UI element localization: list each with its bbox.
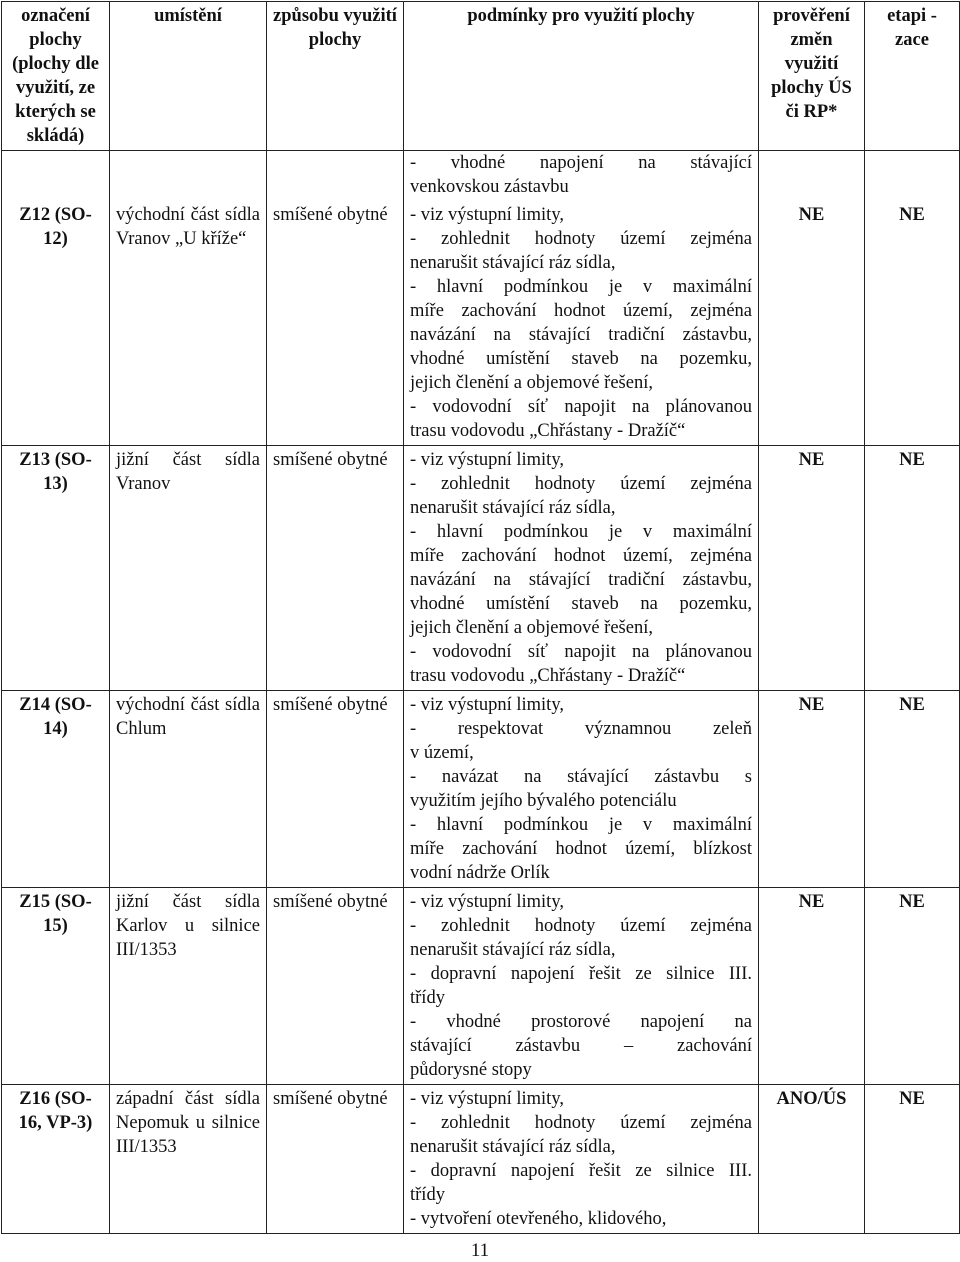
area-staging: NE <box>865 201 960 446</box>
area-conditions <box>404 446 759 691</box>
condition-line: - navázat na stávající zástavbu s <box>410 767 752 787</box>
intro-line: venkovskou zástavbu <box>410 177 569 197</box>
condition-line: - zohlednit hodnoty území zejména <box>410 916 752 936</box>
area-location: západní část sídla Nepomuk u silnice III/1353 <box>110 1085 267 1234</box>
condition-line: míře zachování hodnot území, zejména <box>410 301 752 321</box>
condition-line: - viz výstupní limity, <box>410 1089 564 1109</box>
area-location: východní část sídla Chlum <box>110 691 267 888</box>
area-id: Z12 (SO-12) <box>2 201 110 446</box>
condition-line: vhodné umístění staveb na pozemku, <box>410 349 752 369</box>
land-use-table <box>1 1 960 1234</box>
area-id: Z13 (SO-13) <box>2 446 110 691</box>
area-conditions <box>404 691 759 888</box>
page-number: 11 <box>470 1240 490 1261</box>
area-id: Z14 (SO-14) <box>2 691 110 888</box>
table-row <box>2 201 960 446</box>
area-study-check: NE <box>759 888 865 1085</box>
condition-line: - vytvoření otevřeného, klidového, <box>410 1209 667 1229</box>
area-study-check: NE <box>759 691 865 888</box>
header-area-id: označení plochy (plochy dle využití, ze kterých se skládá) <box>2 2 110 151</box>
condition-line: - viz výstupní limity, <box>410 695 564 715</box>
condition-line: třídy <box>410 988 445 1008</box>
header-staging: etapi - zace <box>865 2 960 151</box>
header-use-type: způsobu využití plochy <box>267 2 404 151</box>
area-study-check: NE <box>759 201 865 446</box>
area-use-type: smíšené obytné <box>267 691 404 888</box>
area-use-type: smíšené obytné <box>267 446 404 691</box>
intro-row <box>2 151 960 202</box>
area-conditions <box>404 1085 759 1234</box>
area-staging: NE <box>865 691 960 888</box>
condition-line: jejich členění a objemové řešení, <box>410 373 653 393</box>
condition-line: nenarušit stávající ráz sídla, <box>410 1137 616 1157</box>
table-body <box>2 151 960 1234</box>
condition-line: - vhodné prostorové napojení na <box>410 1012 752 1032</box>
condition-line: - dopravní napojení řešit ze silnice III. <box>410 1161 752 1181</box>
table-row <box>2 691 960 888</box>
condition-line: - zohlednit hodnoty území zejména <box>410 229 752 249</box>
condition-line: nenarušit stávající ráz sídla, <box>410 940 616 960</box>
condition-line: využitím jejího bývalého potenciálu <box>410 791 677 811</box>
table-row <box>2 1085 960 1234</box>
condition-line: - vodovodní síť napojit na plánovanou <box>410 642 752 662</box>
condition-line: navázání na stávající tradiční zástavbu, <box>410 570 752 590</box>
condition-line: nenarušit stávající ráz sídla, <box>410 498 616 518</box>
area-use-type: smíšené obytné <box>267 888 404 1085</box>
table-row <box>2 446 960 691</box>
area-study-check: NE <box>759 446 865 691</box>
area-staging: NE <box>865 888 960 1085</box>
table-row <box>2 888 960 1085</box>
header-location: umístění <box>110 2 267 151</box>
condition-line: - zohlednit hodnoty území zejména <box>410 1113 752 1133</box>
condition-line: - viz výstupní limity, <box>410 205 564 225</box>
area-location: jižní část sídla Vranov <box>110 446 267 691</box>
condition-line: míře zachování hodnot území, zejména <box>410 546 752 566</box>
condition-line: - viz výstupní limity, <box>410 450 564 470</box>
condition-line: půdorysné stopy <box>410 1060 532 1080</box>
area-conditions <box>404 201 759 446</box>
condition-line: nenarušit stávající ráz sídla, <box>410 253 616 273</box>
area-id: Z15 (SO-15) <box>2 888 110 1085</box>
area-staging: NE <box>865 1085 960 1234</box>
area-staging: NE <box>865 446 960 691</box>
area-location: východní část sídla Vranov „U kříže“ <box>110 201 267 446</box>
area-conditions <box>404 888 759 1085</box>
area-use-type: smíšené obytné <box>267 201 404 446</box>
condition-line: - respektovat významnou zeleň <box>410 719 752 739</box>
condition-line: v území, <box>410 743 474 763</box>
condition-line: - hlavní podmínkou je v maximální <box>410 815 752 835</box>
header-study-check: prověření změn využití plochy ÚS či RP* <box>759 2 865 151</box>
condition-line: vodní nádrže Orlík <box>410 863 550 883</box>
area-study-check: ANO/ÚS <box>759 1085 865 1234</box>
area-location: jižní část sídla Karlov u silnice III/1353 <box>110 888 267 1085</box>
condition-line: jejich členění a objemové řešení, <box>410 618 653 638</box>
condition-line: - viz výstupní limity, <box>410 892 564 912</box>
intro-line: - vhodné napojení na stávající <box>410 153 752 173</box>
area-use-type: smíšené obytné <box>267 1085 404 1234</box>
condition-line: vhodné umístění staveb na pozemku, <box>410 594 752 614</box>
header-conditions: podmínky pro využití plochy <box>404 2 759 151</box>
condition-line: - hlavní podmínkou je v maximální <box>410 277 752 297</box>
condition-line: - hlavní podmínkou je v maximální <box>410 522 752 542</box>
condition-line: třídy <box>410 1185 445 1205</box>
condition-line: navázání na stávající tradiční zástavbu, <box>410 325 752 345</box>
area-id: Z16 (SO-16, VP-3) <box>2 1085 110 1234</box>
header-row <box>2 2 960 151</box>
condition-line: - dopravní napojení řešit ze silnice III. <box>410 964 752 984</box>
condition-line: trasu vodovodu „Chřástany - Dražíč“ <box>410 421 686 441</box>
condition-line: míře zachování hodnot území, blízkost <box>410 839 752 859</box>
condition-line: - zohlednit hodnoty území zejména <box>410 474 752 494</box>
condition-line: stávající zástavbu – zachování <box>410 1036 752 1056</box>
condition-line: - vodovodní síť napojit na plánovanou <box>410 397 752 417</box>
condition-line: trasu vodovodu „Chřástany - Dražíč“ <box>410 666 686 686</box>
